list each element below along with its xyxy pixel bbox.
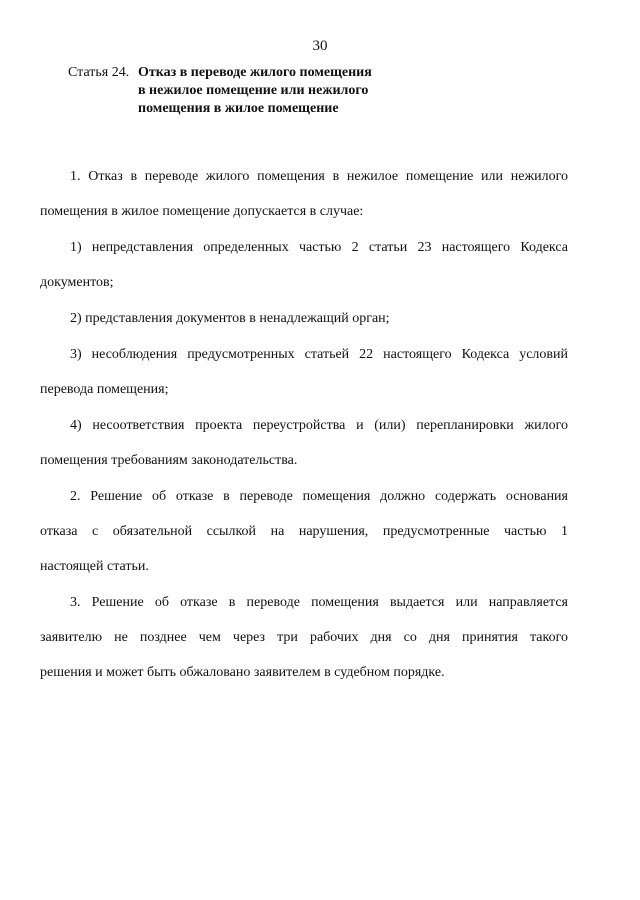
article-title-line: помещения в жилое помещение — [138, 101, 339, 116]
paragraph-line: 1. Отказ в переводе жилого помещения в нежилое помещение или нежилого — [70, 169, 568, 184]
paragraph — [40, 337, 568, 407]
paragraph — [40, 408, 568, 478]
paragraph — [40, 301, 568, 336]
paragraph-line: решения и может быть обжаловано заявителем в судебном порядке. — [40, 665, 445, 680]
paragraph-line: перевода помещения; — [40, 382, 169, 397]
paragraph-line: 2. Решение об отказе в переводе помещения должно содержать основания — [70, 489, 568, 504]
paragraph-line: помещения в жилое помещение допускается в случае: — [40, 204, 364, 219]
paragraph — [40, 159, 568, 229]
paragraph-line: отказа с обязательной ссылкой на нарушения, предусмотренные частью 1 — [40, 524, 568, 539]
page-number: 30 — [312, 38, 328, 54]
paragraph — [40, 230, 568, 300]
article-label: Статья 24. — [68, 65, 130, 80]
article-body — [40, 159, 568, 690]
article-title — [138, 64, 418, 118]
article-title-line: Отказ в переводе жилого помещения — [138, 65, 372, 80]
paragraph-line: заявителю не позднее чем через три рабочих дня со дня принятия такого — [40, 630, 568, 645]
paragraph-line: 2) представления документов в ненадлежащий орган; — [70, 311, 390, 326]
paragraph-line: документов; — [40, 275, 114, 290]
paragraph-line: 3. Решение об отказе в переводе помещения выдается или направляется — [70, 595, 568, 610]
paragraph-line: 3) несоблюдения предусмотренных статьей 22 настоящего Кодекса условий — [70, 347, 568, 362]
paragraph-line: помещения требованиям законодательства. — [40, 453, 298, 468]
paragraph-line: 4) несоответствия проекта переустройства и (или) перепланировки жилого — [70, 418, 568, 433]
article-title-line: в нежилое помещение или нежилого — [138, 83, 369, 98]
paragraph — [40, 479, 568, 584]
paragraph — [40, 585, 568, 690]
article-header — [68, 64, 418, 118]
paragraph-line: 1) непредставления определенных частью 2 статьи 23 настоящего Кодекса — [70, 240, 568, 255]
paragraph-line: настоящей статьи. — [40, 559, 149, 574]
